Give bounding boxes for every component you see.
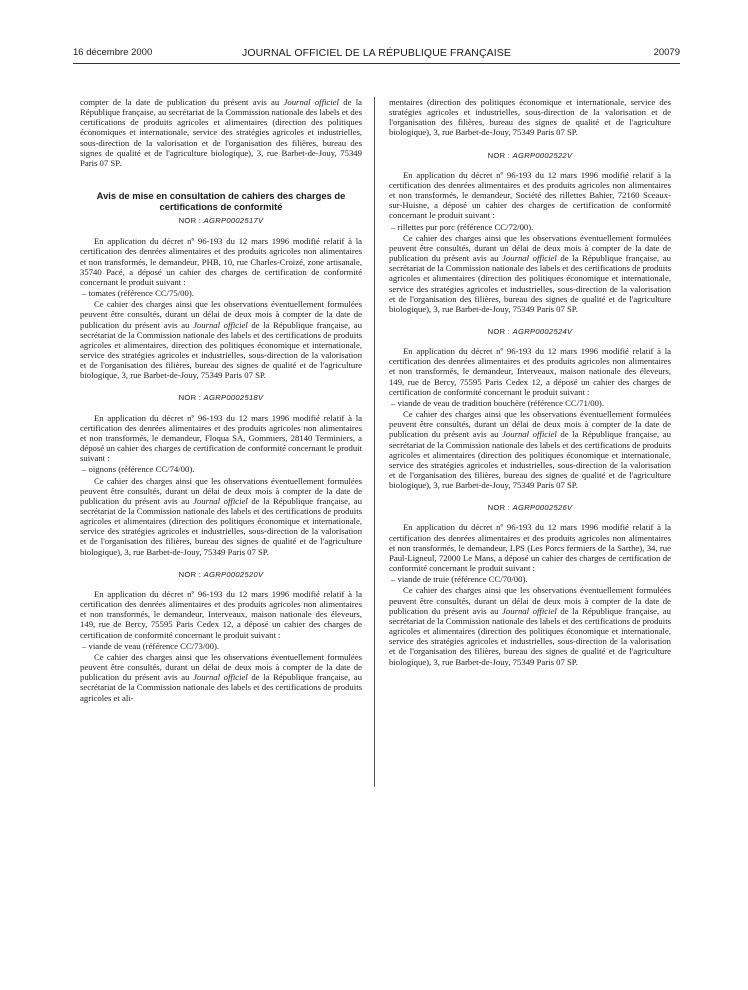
- nor-label: NOR :: [487, 150, 511, 160]
- journal-reference: Journal officiel: [193, 319, 248, 330]
- journal-reference: Journal officiel: [193, 672, 248, 683]
- page-header: [73, 47, 680, 61]
- continued-paragraph: mentaires (direction des politiques économique et internationale, service des stratégies agricoles et industrielles, sous-direction de la valorisation et de l'organisation des filières, bureau des signes de qualité et de l'agriculture biologique), 3, rue Barbet-de-Jouy, 75349 Paris 07 SP.: [389, 97, 671, 138]
- nor-reference: [80, 216, 362, 226]
- section-title: Avis de mise en consultation de cahiers des charges de certifications de conformité: [96, 190, 346, 213]
- consultation-paragraph: Ce cahier des charges ainsi que les observations éventuellement formulées peuvent être consultés, durant un délai de deux mois à compter de la date de publication du présent avis au Journal officiel de la République française, au secrétariat de la Commission nationale des labels et des certifications de produits agricoles et alimentaires (direction des politiques économique et internationale, service des stratégies agricoles et industrielles, sous-direction de la valorisation et de l'organisation des filières, bureau des signes de qualité et de l'agriculture biologique), 3, rue Barbet-de-Jouy, 75349 Paris 07 SP.: [389, 232, 671, 314]
- product-item: – viande de veau de tradition bouchère (référence CC/71/00).: [391, 397, 604, 408]
- product-item: – rillettes pur porc (référence CC/72/00).: [391, 221, 534, 232]
- journal-reference: Journal officiel: [193, 495, 248, 506]
- nor-reference: [389, 151, 671, 161]
- nor-code: AGRP0002522V: [512, 150, 573, 160]
- continued-paragraph: compter de la date de publication du présent avis au Journal officiel de la République française, au secrétariat de la Commission nationale des labels et des certifications de produits agricoles et alimentaires (direction des politiques économiques et internationale, service des stratégies agricoles et industrielles, sous-direction de la valorisation et de l'organisation des filières, bureau des signes de qualité et de l'agriculture biologique), 3, rue Barbet-de-Jouy, 75349 Paris 07 SP.: [80, 97, 362, 168]
- consultation-paragraph: Ce cahier des charges ainsi que les observations éventuellement formulées peuvent être consultés, durant un délai de deux mois à compter de la date de publication du présent avis au Journal officiel de la République française, au secrétariat de la Commission nationale des labels et des certifications de produits agricoles et ali-: [80, 651, 362, 703]
- column-divider: [374, 97, 375, 787]
- nor-reference: [389, 327, 671, 337]
- journal-reference: Journal officiel: [502, 605, 557, 616]
- journal-reference: Journal officiel: [502, 429, 557, 440]
- nor-label: NOR :: [178, 393, 202, 403]
- consultation-paragraph: Ce cahier des charges ainsi que les observations éventuellement formulées peuvent être consultés, durant un délai de deux mois à compter de la date de publication du présent avis au Journal officiel de la République française, au secrétariat de la Commission nationale des labels et des certifications de produits agricoles et alimentaires (direction des politiques économique et internationale, service des stratégies agricoles et industrielles, sous-direction de la valorisation et de l'organisation des filières, bureau des signes de qualité et de l'agriculture biologique), 3, rue Barbet-de-Jouy, 75349 Paris 07 SP.: [389, 409, 671, 491]
- product-item: – tomates (référence CC/75/00).: [82, 288, 194, 299]
- consultation-paragraph: Ce cahier des charges ainsi que les observations éventuellement formulées peuvent être consultés, durant un délai de deux mois à compter de la date de publication du présent avis au Journal officiel de la République française, au secrétariat de la Commission nationale des labels et des certifications de produits agricoles et alimentaires (direction des politiques économique et internationale, service des stratégies agricoles et industrielles, sous-direction de la valorisation et de l'organisation des filières, bureau des signes de qualité et de l'agriculture biologique), 3, rue Barbet-de-Jouy, 75349 Paris 07 SP.: [80, 475, 362, 557]
- header-rule: [73, 63, 680, 64]
- product-item: – oignons (référence CC/74/00).: [82, 464, 195, 475]
- application-paragraph: En application du décret nº 96-193 du 12 mars 1996 modifié relatif à la certification des denrées alimentaires et des produits agricoles non alimentaires et non transformés, le demandeur, LPS (Les Porcs fermiers de la Sarthe), 34, rue Paul-Ligneul, 72000 Le Mans, a déposé un cahier des charges de certification de conformité concernant le produit suivant :: [389, 522, 671, 574]
- application-paragraph: En application du décret nº 96-193 du 12 mars 1996 modifié relatif à la certification des denrées alimentaires et des produits agricoles non alimentaires et non transformés, le demandeur, Floqua SA, Gommiers, 28140 Terminiers, a déposé un cahier des charges de certification de conformité concernant le produit suivant :: [80, 412, 362, 464]
- application-paragraph: En application du décret nº 96-193 du 12 mars 1996 modifié relatif à la certification des denrées alimentaires et des produits agricoles non alimentaires et non transformés, le demandeur, PHB, 10, rue Charles-Croizé, zone artisanale, 35740 Pacé, a déposé un cahier des charges de certification de conformité concernant le produit suivant :: [80, 236, 362, 287]
- product-item: – viande de veau (référence CC/73/00).: [82, 640, 220, 651]
- nor-label: NOR :: [487, 326, 511, 336]
- nor-reference: [389, 503, 671, 513]
- journal-title: JOURNAL OFFICIEL DE LA RÉPUBLIQUE FRANÇAISE: [242, 47, 511, 59]
- application-paragraph: En application du décret nº 96-193 du 12 mars 1996 modifié relatif à la certification des denrées alimentaires et des produits agricoles non alimentaires et non transformés, le demandeur, Interveaux, maison nationale des éleveurs, 149, rue de Bercy, 75595 Paris Cedex 12, a déposé un cahier des charges de certification de conformité concernant le produit suivant :: [80, 588, 362, 640]
- nor-code: AGRP0002524V: [512, 326, 573, 336]
- nor-reference: [80, 570, 362, 580]
- application-paragraph: En application du décret nº 96-193 du 12 mars 1996 modifié relatif à la certification des denrées alimentaires et des produits agricoles non alimentaires et non transformés, le demandeur, Société des rillettes Bahier, 72160 Sceaux-sur-Huisne, a déposé un cahier des charges de certification de conformité concernant le produit suivant :: [389, 169, 671, 221]
- product-item: – viande de truie (référence CC/70/00).: [391, 574, 528, 585]
- nor-label: NOR :: [178, 569, 202, 579]
- issue-date: 16 décembre 2000: [73, 47, 153, 58]
- page-number: 20079: [653, 47, 680, 58]
- consultation-paragraph: Ce cahier des charges ainsi que les observations éventuellement formulées peuvent être consultés, durant un délai de deux mois à compter de la date de publication du présent avis au Journal officiel de la République française, au secrétariat de la Commission nationale des labels et des certifications de produits agricoles et alimentaires (direction des politiques économique et internationale, service des stratégies agricoles et industrielles, sous-direction de la valorisation et de l'organisation des filières, bureau des signes de qualité et de l'agriculture biologique), 3, rue Barbet-de-Jouy, 75349 Paris 07 SP.: [389, 585, 671, 667]
- nor-code: AGRP0002526V: [512, 503, 573, 513]
- nor-reference: [80, 393, 362, 403]
- application-paragraph: En application du décret nº 96-193 du 12 mars 1996 modifié relatif à la certification des denrées alimentaires et des produits agricoles non alimentaires et non transformés, le demandeur, Interveaux, maison nationale des éleveurs, 149, rue de Bercy, 75595 Paris Cedex 12, a déposé un cahier des charges de certification de conformité concernant le produit suivant :: [389, 346, 671, 397]
- nor-code: AGRP0002517V: [203, 216, 264, 226]
- journal-reference: Journal officiel: [283, 97, 339, 107]
- consultation-paragraph: Ce cahier des charges ainsi que les observations éventuellement formulées peuvent être consultés, durant un délai de deux mois à compter de la date de publication du présent avis au Journal officiel de la République française, au secrétariat de la Commission nationale des labels et des certifications de produits agricoles et alimentaires, direction des politiques économique et internationale, service des stratégies agricoles et industrielles, sous-direction de la valorisation et de l'organisation des filières, bureau des signes de qualité et de l'agriculture biologique, 3, rue Barbet-de-Jouy, 75349 Paris 07 SP.: [80, 299, 362, 381]
- journal-reference: Journal officiel: [502, 253, 557, 264]
- nor-label: NOR :: [178, 216, 202, 226]
- nor-label: NOR :: [487, 503, 511, 513]
- right-column: [389, 97, 671, 667]
- nor-code: AGRP0002518V: [203, 393, 264, 403]
- left-column: [80, 97, 362, 703]
- nor-code: AGRP0002520V: [203, 569, 264, 579]
